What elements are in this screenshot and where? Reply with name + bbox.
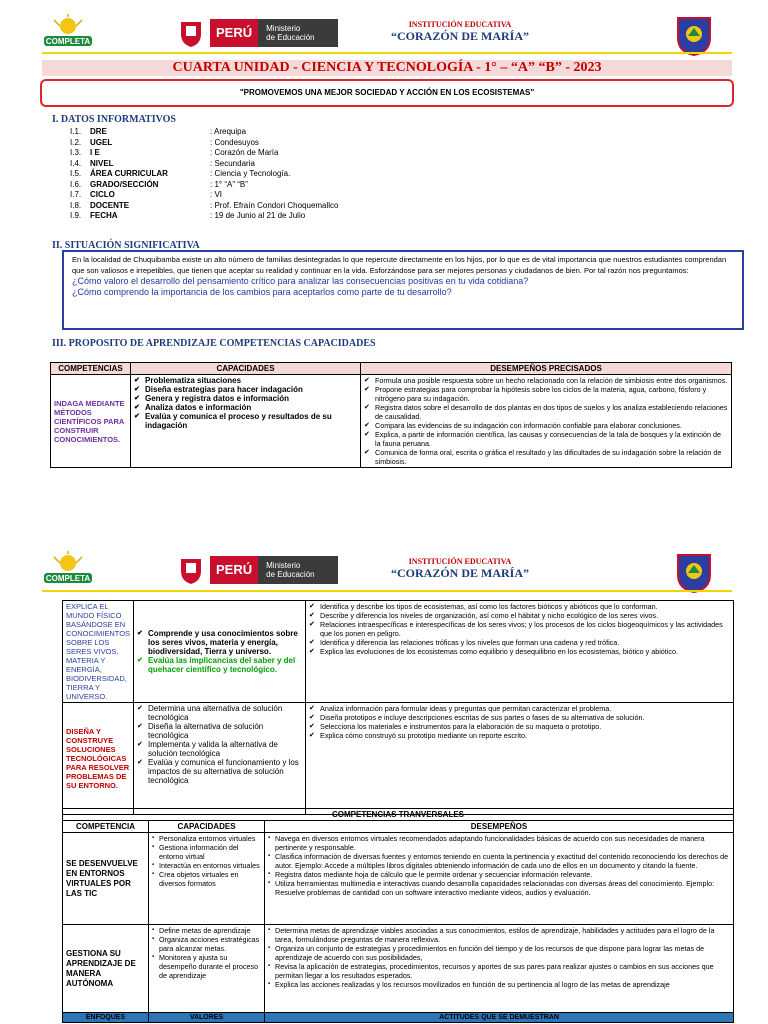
capacidad-item: ✔ Analiza datos e información [134,403,357,412]
institution-name: INSTITUCIÓN EDUCATIVA “CORAZÓN DE MARÍA” [391,557,529,580]
dato-row [70,169,339,180]
dato-label: ÁREA CURRICULAR [90,169,168,178]
desempeno-item: ✔ Explica las evoluciones de los ecosistemas como equilibrio y desequilibrio en los ecosistemas, biótico y abiótico. [309,647,730,656]
header-divider [42,52,732,54]
dato-num: I.8. [70,200,82,210]
peru-shield-icon [178,555,204,585]
capacidad-item: ▪ Gestiona información del entorno virtual [152,843,261,861]
dato-label: NIVEL [90,158,114,168]
desempeno-item: ▪ Utiliza herramientas multimedia e interactivas cuando desarrolla capacidades relacionadas con diversas áreas del conocimiento. Ejemplo: Resuelve problemas de cantidad con un software interactivo mediante videos, audios y evaluación. [268,879,730,897]
competencias-table-2 [62,600,734,815]
col-header: DESEMPEÑOS [265,821,734,833]
page-header [0,8,768,58]
col-header: CAPACIDADES [131,363,361,375]
desempeno-item: ✔ Comunica de forma oral, escrita o gráfica el resultado y las dificultades de su indagación sobre la relación de simbiosis. [364,448,728,466]
dato-label: I E [90,148,100,157]
capacidad-item: ▪ Monitorea y ajusta su desempeño durante el proceso de aprendizaje [152,953,261,980]
school-crest [676,14,712,56]
dato-row [70,148,339,159]
capacidad-item: ▪ Organiza acciones estratégicas para alcanzar metas. [152,935,261,953]
section-proposito-title: III. PROPOSITO DE APRENDIZAJE COMPETENCIAS CAPACIDADES [52,338,376,349]
desempeno-item: ✔ Identifica y describe los tipos de ecosistemas, así como los factores bióticos y abióticos que lo conforman. [309,602,730,611]
desempeno-item: ✔ Diseña prototipos e incluye descripciones escritas de sus partes o fases de su alternativa de solución. [309,713,730,722]
desempenos-list [268,834,730,897]
logo-text: COMPLETA [45,574,91,583]
ministerio-label: Ministerio de Educación [258,19,338,47]
dato-num: I.4. [70,158,82,168]
desempeno-item: ▪ Navega en diversos entornos virtuales recomendados adaptando funcionalidades básicas de acuerdo con sus necesidades de manera pertinente y responsable. [268,834,730,852]
capacidad-item: ✔ Problematiza situaciones [134,376,357,385]
dato-row [70,201,339,212]
question-2: ¿Cómo comprendo la importancia de los cambios para aceptarlos como parte de tu desarrollo? [72,287,452,297]
desempeno-item: ✔ Propone estrategias para comprobar la hipótesis sobre los ciclos de la materia, agua, carbono, fósforo y nitrógeno para su indagación. [364,385,728,403]
school-logo [40,551,96,591]
school-logo [40,14,96,54]
capacidades-list [134,376,357,430]
dato-value: : Corazón de María [210,148,279,157]
dato-row [70,159,339,170]
dato-num: I.2. [70,137,82,147]
dato-value: : 19 de Junio al 21 de Julio [210,211,306,220]
desempenos-list [268,926,730,989]
dato-row [70,211,339,222]
competencia-cell: SE DESENVUELVE EN ENTORNOS VIRTUALES POR LAS TIC [63,833,149,925]
section-situacion-title: II. SITUACIÓN SIGNIFICATIVA [52,240,200,251]
dato-value: : Condesuyos [210,137,259,147]
capacidad-item: ✔ Genera y registra datos e información [134,394,357,403]
desempeno-item: ▪ Determina metas de aprendizaje viables asociadas a sus conocimientos, estilos de aprendizaje, habilidades y actitudes para el logro de la tarea, formulándose preguntas de manera reflexiva. [268,926,730,944]
desempeno-item: ▪ Registra datos mediante hoja de cálculo que le permite ordenar y secuenciar información relevante. [268,870,730,879]
dato-value: : Ciencia y Tecnología. [210,169,291,178]
desempeno-item: ✔ Analiza información para formular ideas y preguntas que permitan caracterizar el problema. [309,704,730,713]
logo-text: COMPLETA [45,37,91,46]
capacidad-item: ✔ Evalúa las implicancias del saber y del quehacer científico y tecnológico. [137,656,302,674]
transversales-table [62,808,734,1023]
peru-label: PERÚ [210,556,258,584]
dato-value: : 1° “A” “B” [210,179,248,189]
dato-num: I.9. [70,211,82,220]
desempeno-item: ✔ Relaciones intraespecíficas e interespecíficas de los seres vivos; y los procesos de los ciclos biogeoquímicos y las actividades que los ponen en peligro. [309,620,730,638]
page-header-2 [0,545,768,595]
dato-label: DRE [90,127,107,136]
capacidad-item: ✔ Comprende y usa conocimientos sobre los seres vivos, materia y energía, biodiversidad, Tierra y universo. [137,629,302,656]
desempenos-list [364,376,728,466]
dato-label: DOCENTE [90,200,130,210]
desempeno-item: ✔ Compara las evidencias de su indagación con información confiable para elaborar conclusiones. [364,421,728,430]
competencia-cell: GESTIONA SU APRENDIZAJE DE MANERA AUTÓNOMA [63,925,149,1013]
desempeno-item: ✔ Explica, a partir de información científica, las causas y consecuencias de la tala de bosques y la extinción de la fauna peruana. [364,430,728,448]
peru-label: PERÚ [210,19,258,47]
school-crest [676,551,712,593]
desempeno-item: ▪ Clasifica información de diversas fuentes y entornos teniendo en cuenta la pertinencia y exactitud del contenido reconociendo los derechos de autor. Ejemplo: Accede a múltiples libros digitales obteniendo información de cada uno de ellos en un documento y citando la fuente. [268,852,730,870]
situacion-box [62,250,744,330]
dato-num: I.6. [70,179,82,189]
col-header: CAPACIDADES [149,821,265,833]
col-header: ACTITUDES QUE SE DEMUESTRAN [265,1013,734,1023]
desempeno-item: ✔ Identifica y diferencia las relaciones tróficas y los niveles que forman una cadena y red trófica. [309,638,730,647]
capacidad-item: ✔ Evalúa y comunica el proceso y resultados de su indagación [134,412,357,430]
capacidades-list [152,926,261,980]
dato-label: UGEL [90,137,113,147]
desempeno-item: ✔ Describe y diferencia los niveles de organización, así como el hábitat y nicho ecológico de los seres vivos. [309,611,730,620]
desempeno-item: ▪ Organiza un conjunto de estrategias y procedimientos en función del tiempo y de los recursos de que dispone para lograr las metas de aprendizaje de acuerdo con sus posibilidades, [268,944,730,962]
desempeno-item: ✔ Explica cómo construyó su prototipo mediante un reporte escrito. [309,731,730,740]
dato-row [70,180,339,191]
dato-label: FECHA [90,211,118,220]
col-header: COMPETENCIAS [51,363,131,375]
ministerio-label: Ministerio de Educación [258,556,338,584]
desempeno-item: ✔ Registra datos sobre el desarrollo de dos plantas en dos tipos de suelos y los analiza estableciendo relaciones de causalidad. [364,403,728,421]
capacidades-list [137,704,302,785]
desempenos-list [309,602,730,656]
header-divider [42,590,732,592]
dato-row [70,190,339,201]
dato-row [70,127,339,138]
dato-value: : Arequipa [210,127,247,136]
section-datos-title: I. DATOS INFORMATIVOS [52,114,176,125]
capacidad-item: ▪ Personaliza entornos virtuales [152,834,261,843]
col-header: DESEMPEÑOS PRECISADOS [361,363,732,375]
desempenos-list [309,704,730,740]
dato-value: : Secundaria [210,158,255,168]
page-title: CUARTA UNIDAD - CIENCIA Y TECNOLOGÍA - 1° – “A” “B” - 2023 [172,60,602,75]
minedu-logo [178,18,338,48]
col-header: COMPETENCIA [63,821,149,833]
competencia-cell: INDAGA MEDIANTE MÉTODOS CIENTÍFICOS PARA CONSTRUIR CONOCIMIENTOS. [51,375,131,468]
dato-value: : VI [210,190,223,199]
capacidad-item: ▪ Define metas de aprendizaje [152,926,261,935]
desempeno-item: ✔ Selecciona los materiales e instrumentos para la elaboración de su maqueta o prototipo. [309,722,730,731]
capacidades-list [137,629,302,674]
competencias-table [50,362,732,468]
capacidad-item: ▪ Interactúa en entornos virtuales [152,861,261,870]
dato-label: CICLO [90,190,115,199]
institution-name: INSTITUCIÓN EDUCATIVA “CORAZÓN DE MARÍA” [391,20,529,43]
competencia-cell: EXPLICA EL MUNDO FÍSICO BASÁNDOSE EN CONOCIMIENTOS SOBRE LOS SERES VIVOS, MATERIA Y ENERGÍA, BIODIVERSIDAD, TIERRA Y UNIVERSO. [63,601,134,703]
dato-row [70,138,339,149]
capacidad-item: ▪ Crea objetos virtuales en diversos formatos [152,870,261,888]
question-1: ¿Cómo valoro el desarrollo del pensamiento crítico para analizar las consecuencias positivas en tu vida cotidiana? [72,276,529,286]
situacion-text: En la localidad de Chuquibamba existe un alto número de familias desintegradas lo que repercute directamente en los hijos, por lo que es de vital importancia que nuestros estudiantes comprendan que son valiosos e irrepetibles, que tienen que aceptar su realidad y continuar en la vida. Esforzándose para ser mejores personas y ciudadanos de bien. Por tal razón nos preguntamos: [72,255,727,275]
dato-num: I.5. [70,169,82,178]
capacidad-item: ✔ Diseña estrategias para hacer indagación [134,385,357,394]
minedu-logo [178,555,338,585]
capacidad-item: ✔ Implementa y valida la alternativa de solución tecnológica [137,740,302,758]
desempeno-item: ▪ Explica las acciones realizadas y los recursos movilizados en función de su pertinencia al logro de las metas de aprendizaje [268,980,730,989]
capacidad-item: ✔ Determina una alternativa de solución tecnológica [137,704,302,722]
desempeno-item: ▪ Revisa la aplicación de estrategias, procedimientos, recursos y aportes de sus pares para realizar ajustes o cambios en sus acciones que permitan llegar a los resultados esperados. [268,962,730,980]
competencia-cell: DISEÑA Y CONSTRUYE SOLUCIONES TECNOLÓGICAS PARA RESOLVER PROBLEMAS DE SU ENTORNO. [63,703,134,815]
dato-num: I.1. [70,127,82,136]
dato-num: I.3. [70,148,82,157]
datos-list [70,127,339,222]
motto-box: "PROMOVEMOS UNA MEJOR SOCIEDAD Y ACCIÓN EN LOS ECOSISTEMAS" [40,79,734,107]
col-header: VALORES [149,1013,265,1023]
desempeno-item: ✔ Formula una posible respuesta sobre un hecho relacionado con la relación de simbiosis entre dos organismos. [364,376,728,385]
capacidad-item: ✔ Diseña la alternativa de solución tecnológica [137,722,302,740]
table-title: COMPETENCIAS TRANVERSALES [63,809,734,821]
dato-value: : Prof. Efraín Condori Choquemallco [210,200,339,210]
col-header: ENFOQUES [63,1013,149,1023]
peru-shield-icon [178,18,204,48]
dato-label: GRADO/SECCIÓN [90,179,159,189]
dato-num: I.7. [70,190,82,199]
capacidades-list [152,834,261,888]
capacidad-item: ✔ Evalúa y comunica el funcionamiento y los impactos de su alternativa de solución tecnológica [137,758,302,785]
